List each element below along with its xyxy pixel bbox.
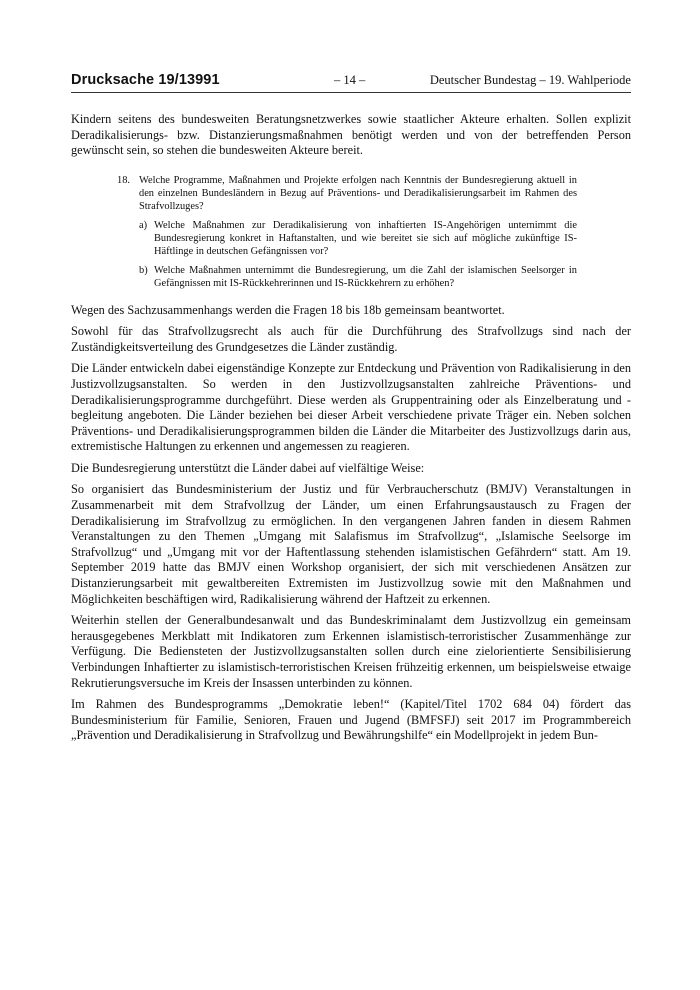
answer-paragraph-6: Weiterhin stellen der Generalbundesanwalt und das Bundeskriminalamt dem Justizvollzug ein gemeinsam herausgegebenes Merkblatt mit Indikatoren zum Erkennen islamistisch-terroristischer Zusammenhänge zur Verfügung. Die Bediensteten der Justizvollzugsanstalten sollen durch eine zielorientierte Sensibilisierung Verbindungen Inhaftierter zu islamistisch-terroristischen Kreisen frühzeitig erkennen, um beispielsweise etwaige Rekrutierungsversuche im Kreis der Insassen unterbinden zu können. [71, 613, 631, 690]
sub-question-b-label: b) [139, 265, 148, 277]
sub-question-b [139, 264, 577, 290]
parliament-label: Deutscher Bundestag – 19. Wahlperiode [429, 73, 631, 87]
answer-paragraph-7: Im Rahmen des Bundesprogramms „Demokratie leben!“ (Kapitel/Titel 1702 684 04) fördert das Bundesministerium für Familie, Senioren, Frauen und Jugend (BMFSFJ) seit 2017 im Programmbereich „Prävention und Deradikalisierung in Strafvollzug und Bewährungshilfe“ ein Modellprojekt in jedem Bun- [71, 697, 631, 743]
question-18 [117, 174, 577, 213]
page-header [71, 70, 631, 93]
document-label: Drucksache 19/ [71, 72, 179, 88]
document-number: 13991 [178, 72, 220, 88]
sub-question-a-text: Welche Maßnahmen zur Deradikalisierung von inhaftierten IS-Angehörigen unternimmt die Bundesregierung konkret in Haftanstalten, und wie bereitet sie sich auf mögliche zukünftige IS-Häftlinge in deutschen Gefängnissen vor? [154, 220, 577, 258]
answer-paragraph-4: Die Bundesregierung unterstützt die Länder dabei auf vielfältige Weise: [71, 460, 425, 475]
answer-paragraph-1: Wegen des Sachzusammenhangs werden die Fragen 18 bis 18b gemeinsam beantwortet. [71, 302, 505, 317]
question-number: 18. [117, 174, 130, 186]
question-text: Welche Programme, Maßnahmen und Projekte erfolgen nach Kenntnis der Bundesregierung aktuell in den einzelnen Bundesländern in Bezug auf Präventions- und Deradikalisierungsarbeit im Rahmen des Strafvollzuges? [139, 174, 577, 212]
sub-question-b-text: Welche Maßnahmen unternimmt die Bundesregierung, um die Zahl der islamischen Seelsorger in Gefängnissen mit IS-Rückkehrerinnen und IS-Rückkehrern zu erhöhen? [154, 265, 577, 290]
answer-paragraph-3: Die Länder entwickeln dabei eigenständige Konzepte zur Entdeckung und Prävention von Radikalisierung in den Justizvollzugsanstalten. So werden in den Justizvollzugsanstalten zahlreiche Präventions- und Deradikalisierungsprogramme durchgeführt. Diese werden als Gruppentraining oder als Einzelberatung und -begleitung angeboten. Die Länder beziehen bei dieser Arbeit verschiedene private Träger ein. Neben solchen Präventions- und Deradikalisierungsprogrammen bilden die Länder die Mitarbeiter des Justizvollzugs darin aus, extremistische Haltungen zu erkennen und angemessen zu reagieren. [71, 361, 631, 454]
page-number: – 14 – [334, 73, 366, 87]
sub-question-a-label: a) [139, 220, 148, 232]
intro-paragraph: Kindern seitens des bundesweiten Beratungsnetzwerkes sowie staatlicher Akteure erhalten. Sollen explizit Deradikalisierungs- bzw. Distanzierungsmaßnahmen benötigt werden und von der betreffenden Person gewünscht sein, so stehen die bundesweiten Akteure bereit. [71, 112, 631, 158]
page-body [71, 112, 631, 750]
sub-question-a [139, 219, 577, 258]
question-block [71, 174, 631, 291]
answer-paragraph-2: Sowohl für das Strafvollzugsrecht als auch für die Durchführung des Strafvollzugs sind nach der Zuständigkeitsverteilung des Grundgesetzes die Länder zuständig. [71, 324, 631, 354]
document-id [71, 72, 220, 88]
answer-paragraph-5: So organisiert das Bundesministerium der Justiz und für Verbraucherschutz (BMJV) Veranstaltungen in Zusammenarbeit mit dem Strafvollzug der Länder, um einen Erfahrungsaustausch zu Fragen der Deradikalisierung im Strafvollzug zu ermöglichen. In den vergangenen Jahren fanden in diesem Rahmen Veranstaltungen zu den Themen „Umgang mit Salafismus im Strafvollzug“, „Islamische Seelsorge im Strafvollzug“ und „Umgang mit vor der Haftentlassung stehenden islamistischen Gefährdern“ statt. Am 19. September 2019 hatte das BMJV einen Workshop organisiert, der sich mit verschiedenen Ansätzen zur Distanzierungsarbeit mit gewaltbereiten Extremisten im Justizvollzug sowie mit den Maßnahmen und Möglichkeiten beschäftigen wird, Radikalisierung während der Haftzeit zu erkennen. [71, 482, 631, 606]
